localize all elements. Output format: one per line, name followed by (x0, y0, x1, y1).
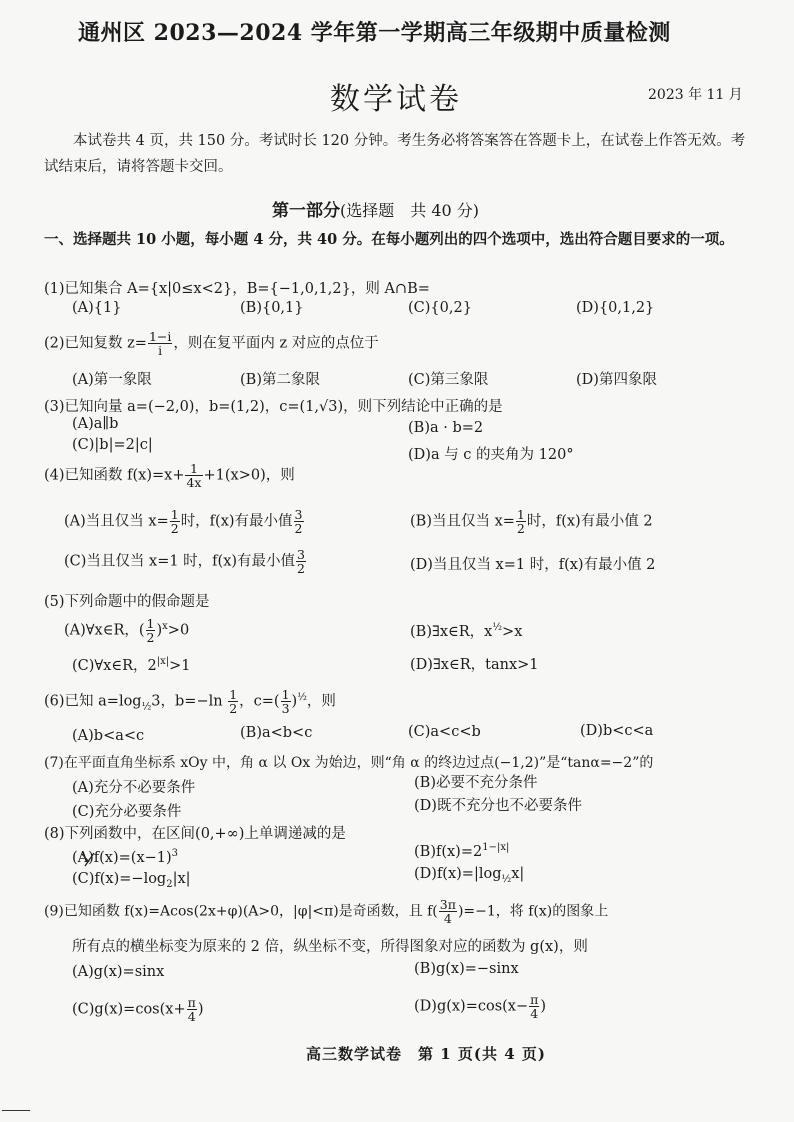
q6-option-c: (C)a<c<b (408, 724, 481, 740)
q5-option-b (410, 620, 522, 641)
q4-a-value (294, 508, 304, 535)
q6-stem-b: 3，b=−ln (151, 693, 228, 710)
q9-d-pre: (D)g(x)=cos(x− (414, 998, 529, 1015)
q6-half-den: 2 (229, 701, 238, 717)
instructions: 本试卷共 4 页，共 150 分。考试时长 120 分钟。考生务必将答案答在答题卡上，在试卷上作答无效。考试结束后，请将答题卡交回。 (44, 133, 746, 175)
q4-stem (44, 462, 295, 489)
q6-half-num: 1 (229, 687, 238, 702)
q4-option-a (64, 508, 305, 535)
q5-b-exp: ½ (492, 622, 503, 634)
q5-a-half (146, 617, 156, 644)
q7-stem: (7)在平面直角坐标系 xOy 中，角 α 以 Ox 为始边，则“角 α 的终边过点(−1,2)”是“tanα=−2”的 (44, 755, 654, 771)
page-footer: 高三数学试卷 第 1 页(共 4 页) (306, 1045, 546, 1063)
q4-option-d: (D)当且仅当 x=1 时，f(x)有最小值 2 (410, 557, 656, 573)
q4-a-half-den: 2 (170, 521, 179, 537)
q9-stem-line2: 所有点的横坐标变为原来的 2 倍，纵坐标不变，所得图象对应的函数为 g(x)，则 (72, 939, 588, 955)
q4-fraction (185, 462, 202, 489)
q6-option-a: (A)b<a<c (72, 728, 145, 744)
q4-b-half-num: 1 (516, 507, 525, 522)
q5-c-exp: |x| (156, 656, 170, 668)
q7-option-c: (C)充分必要条件 (72, 804, 182, 820)
q2-frac-den: i (158, 343, 163, 359)
q1-option-d: (D){0,1,2} (576, 300, 655, 316)
q8-option-c (72, 871, 191, 890)
q1-option-c: (C){0,2} (408, 300, 472, 316)
q5-a-half-den: 2 (146, 630, 155, 646)
q3-stem: (3)已知向量 a=(−2,0)，b=(1,2)，c=(1,√3)，则下列结论中正确的是 (44, 399, 503, 415)
q5-c-text: (C)∀x∈R，2 (72, 658, 157, 674)
q8-d-text: (D)f(x)=|log (414, 866, 502, 882)
q6-option-d: (D)b<c<a (580, 723, 654, 739)
q7-option-d: (D)既不充分也不必要条件 (414, 798, 582, 814)
q5-a-post: ) (156, 622, 163, 639)
q4-b-post: 时，f(x)有最小值 2 (526, 513, 653, 530)
q5-b-text: (B)∃x∈R，x (410, 624, 493, 640)
q6-stem-d: ) (291, 693, 298, 710)
q9-option-b: (B)g(x)=−sinx (414, 961, 519, 977)
q8-stem: (8)下列函数中，在区间(0,+∞)上单调递减的是 (44, 826, 346, 842)
q3-option-c: (C)|b|=2|c| (72, 437, 153, 453)
q6-stem-e: ，则 (306, 693, 336, 710)
q4-frac-den: 4x (186, 475, 202, 491)
q4-b-half (516, 508, 526, 535)
q6-stem-c: ，c=( (239, 693, 280, 710)
q5-c-tail: >1 (169, 658, 191, 674)
q2-frac-num: 1−i (148, 329, 172, 344)
section-heading: 一、选择题共 10 小题，每小题 4 分，共 40 分。在每小题列出的四个选项中，选出符合题目要求的一项。 (44, 231, 734, 248)
q4-b-pre: (B)当且仅当 x= (410, 513, 515, 530)
q5-a-tail: >0 (167, 622, 190, 639)
q8-b-exp: 1−|x| (482, 842, 510, 853)
part-heading (272, 196, 479, 221)
q8-b-text: (B)f(x)=2 (414, 843, 483, 860)
q9-option-a: (A)g(x)=sinx (72, 964, 165, 980)
q8-option-b (414, 842, 509, 860)
q9-c-frac-num: π (187, 995, 196, 1010)
part-title: 第一部分 (272, 201, 340, 221)
q4-b-half-den: 2 (516, 521, 525, 537)
handwritten-check-mark (80, 850, 98, 868)
q9-stem-post: )=−1，将 f(x)的图象上 (457, 903, 609, 920)
q4-a-half-num: 1 (170, 507, 179, 522)
q4-a-pre: (A)当且仅当 x= (64, 513, 169, 530)
q1-option-a: (A){1} (72, 300, 122, 316)
q5-option-d: (D)∃x∈R，tanx>1 (410, 657, 539, 673)
q5-b-tail: >x (502, 624, 523, 640)
q1-option-b: (B){0,1} (240, 300, 304, 316)
q4-a-value-num: 3 (294, 507, 303, 522)
q8-a-text: (A)f(x)=(x−1) (72, 849, 172, 866)
q4-stem-post: +1(x>0)，则 (203, 467, 295, 484)
q4-c-value (296, 548, 306, 575)
q8-d-tail: x| (511, 866, 525, 882)
q8-c-text: (C)f(x)=−log (72, 871, 167, 887)
q6-log-base: ½ (141, 701, 152, 713)
q5-a-half-num: 1 (146, 616, 155, 631)
q8-a-exp: 3 (171, 848, 179, 859)
q6-option-b: (B)a<b<c (240, 725, 313, 741)
q5-a-exp: x (162, 620, 168, 632)
q5-a-pre: (A)∀x∈R，( (64, 622, 145, 639)
q4-option-c (64, 548, 307, 575)
q3-option-d: (D)a 与 c 的夹角为 120° (408, 447, 574, 463)
q5-stem: (5)下列命题中的假命题是 (44, 594, 210, 610)
q4-stem-pre: (4)已知函数 f(x)=x+ (44, 467, 185, 484)
q4-c-value-num: 3 (297, 547, 305, 562)
q4-c-pre: (C)当且仅当 x=1 时，f(x)有最小值 (64, 553, 296, 570)
q8-c-tail: |x| (172, 871, 191, 887)
q3-option-a: (A)a∥b (72, 416, 119, 432)
q2-stem-post: ，则在复平面内 z 对应的点位于 (173, 335, 379, 352)
q7-option-a: (A)充分不必要条件 (72, 780, 196, 796)
q3-option-b: (B)a · b=2 (408, 420, 484, 436)
q9-d-frac (529, 993, 539, 1020)
q2-fraction (148, 330, 172, 357)
q2-option-b: (B)第二象限 (240, 372, 320, 388)
q6-third-num: 1 (281, 687, 290, 702)
q9-c-pre: (C)g(x)=cos(x+ (72, 1001, 186, 1018)
q1-stem: (1)已知集合 A={x|0≤x<2}，B={−1,0,1,2}，则 A∩B= (44, 281, 430, 297)
q9-frac-den: 4 (443, 911, 452, 927)
q7-option-b: (B)必要不充分条件 (414, 775, 538, 791)
q9-c-post: ) (197, 1001, 204, 1018)
q4-a-half (170, 508, 180, 535)
q9-stem-pre: (9)已知函数 f(x)=Acos(2x+φ)(A>0，|φ|<π)是奇函数，且 f( (44, 903, 438, 920)
q6-half (228, 688, 238, 715)
q2-stem-pre: (2)已知复数 z= (44, 335, 147, 352)
q8-c-base: 2 (166, 878, 173, 890)
q2-option-a: (A)第一象限 (72, 372, 152, 388)
exam-subtitle: 数学试卷 (330, 82, 462, 117)
q2-option-d: (D)第四象限 (576, 372, 657, 388)
q4-a-value-den: 2 (294, 521, 303, 537)
q9-d-frac-num: π (530, 992, 539, 1007)
q9-stem (44, 898, 608, 925)
q4-a-mid: 时，f(x)有最小值 (180, 513, 293, 530)
q9-c-frac (187, 996, 197, 1023)
q9-frac-num: 3π (439, 897, 456, 912)
q2-option-c: (C)第三象限 (408, 372, 489, 388)
q2-stem (44, 330, 379, 357)
q4-frac-num: 1 (185, 462, 202, 476)
q4-option-b (410, 508, 653, 535)
q6-third (281, 688, 291, 715)
q5-option-c (72, 654, 190, 675)
q8-d-base: ½ (501, 873, 512, 885)
exam-title: 通州区 2023—2024 学年第一学期高三年级期中质量检测 (78, 20, 671, 46)
q8-option-d (414, 866, 524, 885)
q9-option-d (414, 993, 546, 1020)
q6-stem-a: (6)已知 a=log (44, 693, 142, 710)
part-subtitle: (选择题 共 40 分) (340, 201, 480, 220)
q9-fraction (439, 898, 457, 925)
q9-d-frac-den: 4 (530, 1006, 539, 1022)
q4-c-value-den: 2 (297, 561, 305, 577)
q9-option-c (72, 996, 204, 1023)
corner-mark (2, 1110, 30, 1111)
q6-stem (44, 688, 336, 715)
q6-third-den: 3 (281, 701, 290, 717)
exam-date: 2023 年 11 月 (648, 87, 743, 103)
q6-exp: ½ (297, 691, 307, 703)
q9-d-post: ) (540, 998, 547, 1015)
q5-option-a (64, 617, 189, 644)
q9-c-frac-den: 4 (187, 1009, 196, 1025)
